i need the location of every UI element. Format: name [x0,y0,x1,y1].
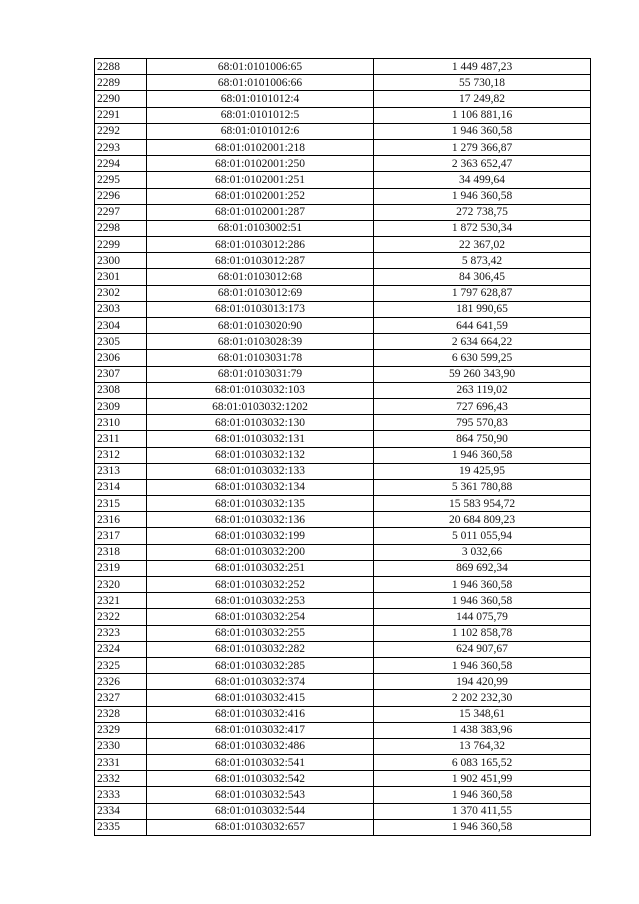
row-number-cell: 2295 [95,172,147,188]
row-number-cell: 2307 [95,366,147,382]
cadastral-value-cell: 1 946 360,58 [374,123,591,139]
table-row [95,188,591,204]
table-body [95,59,591,836]
row-number-cell: 2324 [95,641,147,657]
row-number-cell: 2290 [95,91,147,107]
table-row [95,350,591,366]
cadastral-value-cell: 6 630 599,25 [374,350,591,366]
cadastral-value-cell: 144 075,79 [374,609,591,625]
table-row [95,496,591,512]
cadastral-number-cell: 68:01:0103012:287 [147,253,374,269]
cadastral-value-cell: 22 367,02 [374,237,591,253]
row-number-cell: 2321 [95,593,147,609]
cadastral-value-cell: 1 797 628,87 [374,285,591,301]
table-row [95,609,591,625]
row-number-cell: 2294 [95,156,147,172]
table-row [95,172,591,188]
row-number-cell: 2299 [95,237,147,253]
cadastral-number-cell: 68:01:0102001:252 [147,188,374,204]
table-row [95,738,591,754]
table-row [95,771,591,787]
cadastral-value-cell: 624 907,67 [374,641,591,657]
cadastral-number-cell: 68:01:0103032:254 [147,609,374,625]
cadastral-value-cell: 3 032,66 [374,544,591,560]
cadastral-number-cell: 68:01:0103032:136 [147,512,374,528]
row-number-cell: 2292 [95,123,147,139]
cadastral-number-cell: 68:01:0103031:79 [147,366,374,382]
cadastral-value-cell: 1 106 881,16 [374,107,591,123]
cadastral-number-cell: 68:01:0103032:486 [147,738,374,754]
cadastral-number-cell: 68:01:0103032:544 [147,803,374,819]
row-number-cell: 2309 [95,398,147,414]
table-row [95,819,591,835]
table-row [95,479,591,495]
cadastral-value-cell: 864 750,90 [374,431,591,447]
cadastral-number-cell: 68:01:0103032:252 [147,577,374,593]
row-number-cell: 2303 [95,301,147,317]
cadastral-number-cell: 68:01:0101006:65 [147,59,374,75]
cadastral-value-cell: 1 946 360,58 [374,188,591,204]
row-number-cell: 2289 [95,75,147,91]
cadastral-number-cell: 68:01:0103032:1202 [147,398,374,414]
table-row [95,253,591,269]
cadastral-value-cell: 17 249,82 [374,91,591,107]
cadastral-number-cell: 68:01:0101012:4 [147,91,374,107]
cadastral-value-cell: 1 279 366,87 [374,139,591,155]
cadastral-number-cell: 68:01:0103032:132 [147,447,374,463]
cadastral-value-cell: 869 692,34 [374,560,591,576]
cadastral-number-cell: 68:01:0103012:286 [147,237,374,253]
cadastral-value-cell: 644 641,59 [374,318,591,334]
table-row [95,59,591,75]
cadastral-number-cell: 68:01:0103012:68 [147,269,374,285]
table-row [95,107,591,123]
cadastral-number-cell: 68:01:0103032:131 [147,431,374,447]
table-row [95,803,591,819]
row-number-cell: 2327 [95,690,147,706]
table-row [95,301,591,317]
table-row [95,544,591,560]
cadastral-value-table [94,58,591,836]
cadastral-number-cell: 68:01:0103032:103 [147,382,374,398]
cadastral-value-cell: 1 946 360,58 [374,819,591,835]
cadastral-number-cell: 68:01:0103032:542 [147,771,374,787]
table-row [95,463,591,479]
cadastral-value-cell: 55 730,18 [374,75,591,91]
row-number-cell: 2330 [95,738,147,754]
row-number-cell: 2315 [95,496,147,512]
cadastral-number-cell: 68:01:0103012:69 [147,285,374,301]
table-row [95,706,591,722]
cadastral-value-cell: 263 119,02 [374,382,591,398]
table-row [95,123,591,139]
row-number-cell: 2313 [95,463,147,479]
cadastral-value-cell: 1 102 858,78 [374,625,591,641]
cadastral-value-cell: 1 946 360,58 [374,577,591,593]
row-number-cell: 2317 [95,528,147,544]
row-number-cell: 2288 [95,59,147,75]
table-row [95,512,591,528]
table-row [95,657,591,673]
row-number-cell: 2314 [95,479,147,495]
cadastral-value-cell: 2 202 232,30 [374,690,591,706]
cadastral-number-cell: 68:01:0103032:541 [147,755,374,771]
cadastral-number-cell: 68:01:0103032:415 [147,690,374,706]
cadastral-value-cell: 19 425,95 [374,463,591,479]
cadastral-number-cell: 68:01:0103032:657 [147,819,374,835]
row-number-cell: 2308 [95,382,147,398]
table-row [95,285,591,301]
row-number-cell: 2335 [95,819,147,835]
row-number-cell: 2293 [95,139,147,155]
cadastral-number-cell: 68:01:0103032:199 [147,528,374,544]
cadastral-number-cell: 68:01:0103028:39 [147,334,374,350]
table-row [95,237,591,253]
table-row [95,755,591,771]
row-number-cell: 2312 [95,447,147,463]
row-number-cell: 2328 [95,706,147,722]
cadastral-value-cell: 5 873,42 [374,253,591,269]
cadastral-value-cell: 59 260 343,90 [374,366,591,382]
cadastral-number-cell: 68:01:0103032:133 [147,463,374,479]
cadastral-number-cell: 68:01:0103032:282 [147,641,374,657]
table-row [95,318,591,334]
cadastral-value-cell: 1 438 383,96 [374,722,591,738]
row-number-cell: 2291 [95,107,147,123]
row-number-cell: 2322 [95,609,147,625]
row-number-cell: 2334 [95,803,147,819]
cadastral-value-cell: 1 946 360,58 [374,447,591,463]
cadastral-number-cell: 68:01:0102001:250 [147,156,374,172]
cadastral-value-cell: 1 370 411,55 [374,803,591,819]
row-number-cell: 2304 [95,318,147,334]
cadastral-value-cell: 795 570,83 [374,415,591,431]
cadastral-number-cell: 68:01:0103032:135 [147,496,374,512]
cadastral-value-cell: 34 499,64 [374,172,591,188]
table-row [95,334,591,350]
table-row [95,560,591,576]
cadastral-number-cell: 68:01:0101012:6 [147,123,374,139]
cadastral-value-cell: 2 634 664,22 [374,334,591,350]
cadastral-number-cell: 68:01:0103031:78 [147,350,374,366]
row-number-cell: 2316 [95,512,147,528]
cadastral-value-cell: 13 764,32 [374,738,591,754]
cadastral-number-cell: 68:01:0103032:130 [147,415,374,431]
table-row [95,690,591,706]
table-row [95,431,591,447]
cadastral-number-cell: 68:01:0103032:253 [147,593,374,609]
cadastral-number-cell: 68:01:0103032:134 [147,479,374,495]
cadastral-number-cell: 68:01:0103013:173 [147,301,374,317]
cadastral-value-cell: 194 420,99 [374,674,591,690]
row-number-cell: 2297 [95,204,147,220]
table-row [95,722,591,738]
table-row [95,787,591,803]
row-number-cell: 2325 [95,657,147,673]
table-row [95,366,591,382]
table-row [95,641,591,657]
cadastral-number-cell: 68:01:0103032:255 [147,625,374,641]
cadastral-number-cell: 68:01:0103032:374 [147,674,374,690]
row-number-cell: 2332 [95,771,147,787]
table-row [95,204,591,220]
table-row [95,577,591,593]
table-row [95,382,591,398]
cadastral-value-cell: 1 946 360,58 [374,657,591,673]
table-row [95,625,591,641]
row-number-cell: 2296 [95,188,147,204]
table-row [95,528,591,544]
row-number-cell: 2298 [95,220,147,236]
row-number-cell: 2320 [95,577,147,593]
cadastral-value-cell: 272 738,75 [374,204,591,220]
row-number-cell: 2311 [95,431,147,447]
cadastral-value-cell: 727 696,43 [374,398,591,414]
cadastral-number-cell: 68:01:0102001:287 [147,204,374,220]
table-row [95,139,591,155]
table-row [95,269,591,285]
row-number-cell: 2331 [95,755,147,771]
row-number-cell: 2305 [95,334,147,350]
cadastral-value-cell: 1 946 360,58 [374,787,591,803]
cadastral-value-cell: 6 083 165,52 [374,755,591,771]
row-number-cell: 2333 [95,787,147,803]
table-row [95,156,591,172]
cadastral-value-cell: 20 684 809,23 [374,512,591,528]
cadastral-number-cell: 68:01:0103032:285 [147,657,374,673]
table-row [95,593,591,609]
cadastral-number-cell: 68:01:0103032:200 [147,544,374,560]
row-number-cell: 2318 [95,544,147,560]
cadastral-number-cell: 68:01:0103002:51 [147,220,374,236]
row-number-cell: 2301 [95,269,147,285]
row-number-cell: 2300 [95,253,147,269]
row-number-cell: 2306 [95,350,147,366]
table-row [95,220,591,236]
cadastral-value-cell: 15 583 954,72 [374,496,591,512]
cadastral-number-cell: 68:01:0102001:218 [147,139,374,155]
cadastral-value-cell: 1 902 451,99 [374,771,591,787]
table-row [95,415,591,431]
cadastral-value-cell: 1 946 360,58 [374,593,591,609]
cadastral-value-cell: 1 449 487,23 [374,59,591,75]
table-row [95,447,591,463]
table-row [95,674,591,690]
table-row [95,75,591,91]
cadastral-number-cell: 68:01:0103032:417 [147,722,374,738]
cadastral-value-cell: 1 872 530,34 [374,220,591,236]
cadastral-number-cell: 68:01:0103032:251 [147,560,374,576]
cadastral-value-cell: 5 011 055,94 [374,528,591,544]
cadastral-value-cell: 15 348,61 [374,706,591,722]
cadastral-number-cell: 68:01:0103032:543 [147,787,374,803]
row-number-cell: 2323 [95,625,147,641]
cadastral-number-cell: 68:01:0102001:251 [147,172,374,188]
row-number-cell: 2302 [95,285,147,301]
cadastral-number-cell: 68:01:0103020:90 [147,318,374,334]
cadastral-value-cell: 5 361 780,88 [374,479,591,495]
cadastral-value-cell: 84 306,45 [374,269,591,285]
table-row [95,398,591,414]
cadastral-number-cell: 68:01:0101006:66 [147,75,374,91]
cadastral-value-cell: 2 363 652,47 [374,156,591,172]
cadastral-number-cell: 68:01:0103032:416 [147,706,374,722]
table-row [95,91,591,107]
row-number-cell: 2310 [95,415,147,431]
cadastral-value-cell: 181 990,65 [374,301,591,317]
row-number-cell: 2326 [95,674,147,690]
cadastral-number-cell: 68:01:0101012:5 [147,107,374,123]
row-number-cell: 2319 [95,560,147,576]
row-number-cell: 2329 [95,722,147,738]
